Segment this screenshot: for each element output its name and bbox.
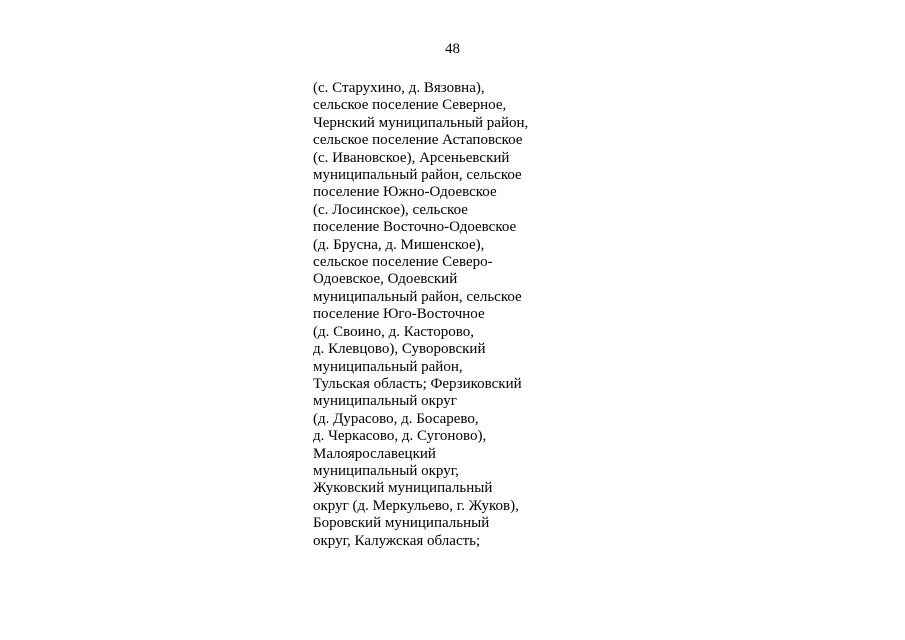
text-line: д. Клевцово), Суворовский <box>313 341 486 358</box>
text-line: д. Черкасово, д. Сугоново), <box>313 428 487 445</box>
page-number: 48 <box>445 41 460 57</box>
text-line: (д. Дурасово, д. Босарево, <box>313 410 479 427</box>
text-line: (д. Своино, д. Касторово, <box>313 323 475 340</box>
text-line: (с. Лосинское), сельское <box>313 201 468 218</box>
text-line: муниципальный район, сельское <box>313 288 522 305</box>
text-line: Чернский муниципальный район, <box>313 114 529 131</box>
text-line: поселение Восточно-Одоевское <box>313 219 517 236</box>
text-line: сельское поселение Астаповское <box>313 132 523 149</box>
text-line: муниципальный район, <box>313 358 463 375</box>
text-line: Одоевское, Одоевский <box>313 271 458 288</box>
body-text <box>313 80 573 550</box>
text-line: (с. Ивановское), Арсеньевский <box>313 149 510 166</box>
text-line: поселение Южно-Одоевское <box>313 184 497 201</box>
text-line: Малоярославецкий <box>313 445 436 462</box>
text-line: Жуковский муниципальный <box>313 480 493 497</box>
text-line: муниципальный округ <box>313 393 457 410</box>
text-line: округ (д. Меркульево, г. Жуков), <box>313 497 519 514</box>
text-line: сельское поселение Северное, <box>313 97 507 114</box>
text-line: муниципальный округ, <box>313 462 459 479</box>
text-line: (с. Старухино, д. Вязовна), <box>313 80 485 96</box>
text-line: поселение Юго-Восточное <box>313 306 485 323</box>
text-line: округ, Калужская область; <box>313 532 481 549</box>
text-line: сельское поселение Северо- <box>313 254 493 271</box>
text-line: (д. Брусна, д. Мишенское), <box>313 236 485 253</box>
text-line: Боровский муниципальный <box>313 515 490 532</box>
text-line: муниципальный район, сельское <box>313 167 522 184</box>
text-line: Тульская область; Ферзиковский <box>313 375 522 392</box>
